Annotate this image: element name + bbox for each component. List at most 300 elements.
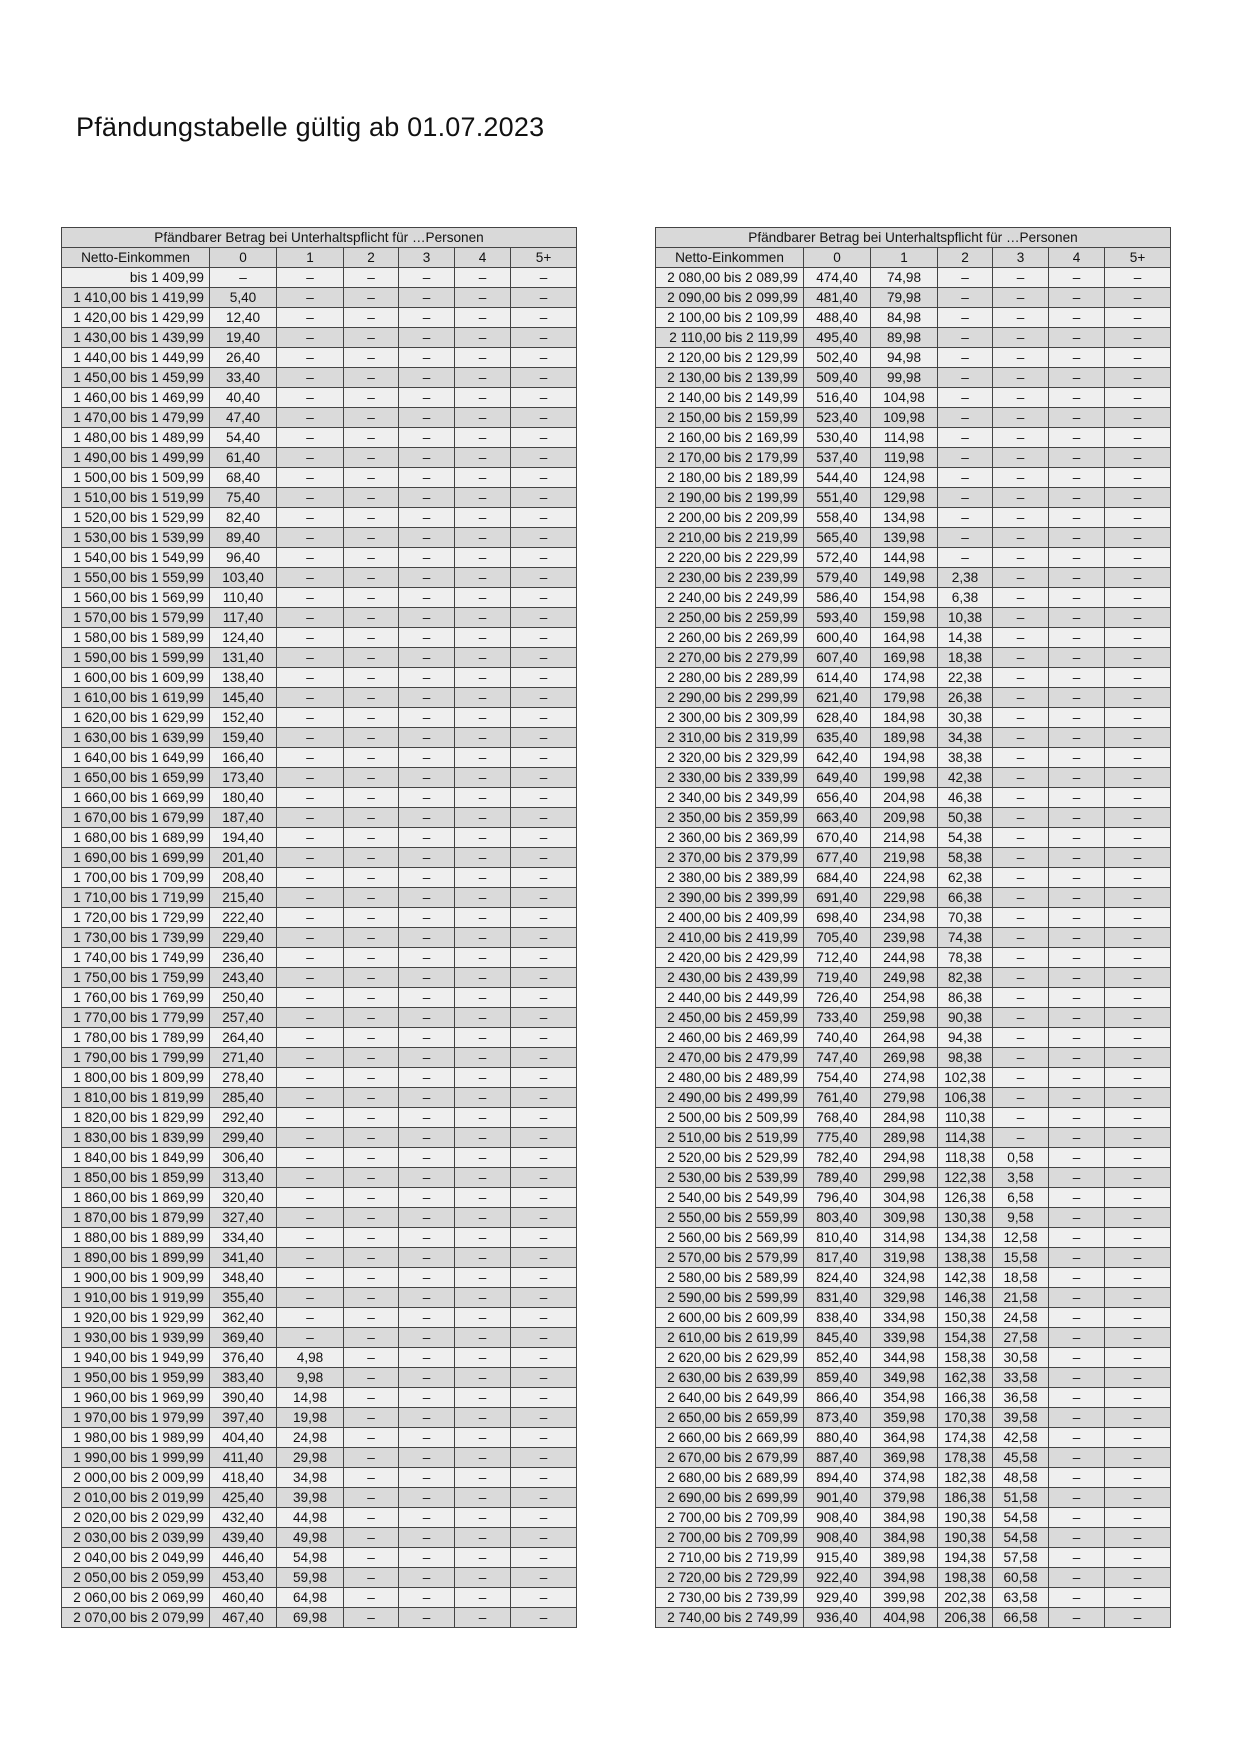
amount-cell: – (455, 708, 511, 728)
table-row (656, 908, 1171, 928)
amount-cell: – (344, 1128, 399, 1148)
amount-cell: 234,98 (871, 908, 938, 928)
amount-cell: – (511, 1428, 577, 1448)
income-range-cell: 1 500,00 bis 1 509,99 (62, 468, 210, 488)
amount-cell: 78,38 (938, 948, 993, 968)
amount-cell: – (344, 788, 399, 808)
amount-cell: – (511, 888, 577, 908)
amount-cell: – (938, 308, 993, 328)
income-range-cell: 2 720,00 bis 2 729,99 (656, 1568, 804, 1588)
amount-cell: 313,40 (210, 1168, 277, 1188)
amount-cell: – (1105, 1248, 1171, 1268)
amount-cell: – (277, 428, 344, 448)
amount-cell: 894,40 (804, 1468, 871, 1488)
column-header-row (62, 248, 577, 268)
table-row (656, 888, 1171, 908)
table-row (656, 668, 1171, 688)
amount-cell: – (455, 1248, 511, 1268)
amount-cell: 355,40 (210, 1288, 277, 1308)
amount-cell: – (511, 1068, 577, 1088)
table-row (62, 588, 577, 608)
amount-cell: – (277, 1228, 344, 1248)
amount-cell: 341,40 (210, 1248, 277, 1268)
amount-cell: 158,38 (938, 1348, 993, 1368)
amount-cell: 82,38 (938, 968, 993, 988)
amount-cell: – (511, 908, 577, 928)
amount-cell: – (1105, 648, 1171, 668)
amount-cell: 299,40 (210, 1128, 277, 1148)
amount-cell: 45,58 (993, 1448, 1049, 1468)
amount-cell: – (277, 708, 344, 728)
table-row (62, 548, 577, 568)
income-range-cell: 1 850,00 bis 1 859,99 (62, 1168, 210, 1188)
column-header: 1 (277, 248, 344, 268)
amount-cell: 376,40 (210, 1348, 277, 1368)
amount-cell: – (1105, 1408, 1171, 1428)
amount-cell: – (1049, 848, 1105, 868)
amount-cell: – (344, 328, 399, 348)
amount-cell: – (277, 1328, 344, 1348)
amount-cell: – (344, 1428, 399, 1448)
amount-cell: 22,38 (938, 668, 993, 688)
table-row (656, 428, 1171, 448)
table-row (656, 1248, 1171, 1268)
amount-cell: 6,58 (993, 1188, 1049, 1208)
amount-cell: – (993, 648, 1049, 668)
amount-cell: 289,98 (871, 1128, 938, 1148)
income-range-cell: 2 070,00 bis 2 079,99 (62, 1608, 210, 1628)
income-range-cell: 2 350,00 bis 2 359,99 (656, 808, 804, 828)
amount-cell: – (938, 368, 993, 388)
amount-cell: 219,98 (871, 848, 938, 868)
table-row (62, 1008, 577, 1028)
income-range-cell: 2 090,00 bis 2 099,99 (656, 288, 804, 308)
amount-cell: – (993, 628, 1049, 648)
amount-cell: 670,40 (804, 828, 871, 848)
column-header-row (656, 248, 1171, 268)
amount-cell: – (455, 688, 511, 708)
amount-cell: – (1049, 348, 1105, 368)
amount-cell: – (1105, 1328, 1171, 1348)
amount-cell: – (455, 928, 511, 948)
amount-cell: – (511, 548, 577, 568)
amount-cell: 379,98 (871, 1488, 938, 1508)
amount-cell: 607,40 (804, 648, 871, 668)
amount-cell: – (455, 1048, 511, 1068)
amount-cell: 190,38 (938, 1508, 993, 1528)
amount-cell: 229,40 (210, 928, 277, 948)
amount-cell: – (455, 1528, 511, 1548)
amount-cell: – (1105, 628, 1171, 648)
amount-cell: – (938, 428, 993, 448)
amount-cell: – (1105, 488, 1171, 508)
table-row (62, 1588, 577, 1608)
table-row (656, 848, 1171, 868)
table-row (62, 1328, 577, 1348)
amount-cell: – (1049, 608, 1105, 628)
amount-cell: – (1105, 1448, 1171, 1468)
amount-cell: – (455, 588, 511, 608)
amount-cell: 901,40 (804, 1488, 871, 1508)
amount-cell: 110,38 (938, 1108, 993, 1128)
amount-cell: 94,98 (871, 348, 938, 368)
column-header: 2 (938, 248, 993, 268)
table-row (656, 1048, 1171, 1068)
amount-cell: – (1049, 1488, 1105, 1508)
amount-cell: 432,40 (210, 1508, 277, 1528)
table-row (62, 1528, 577, 1548)
amount-cell: – (399, 588, 455, 608)
amount-cell: – (1049, 1328, 1105, 1348)
amount-cell: – (344, 408, 399, 428)
column-header: Netto-Einkommen (62, 248, 210, 268)
amount-cell: – (1105, 1588, 1171, 1608)
amount-cell: 39,58 (993, 1408, 1049, 1428)
amount-cell: 21,58 (993, 1288, 1049, 1308)
amount-cell: 84,98 (871, 308, 938, 328)
amount-cell: – (1049, 688, 1105, 708)
table-row (656, 988, 1171, 1008)
income-range-cell: 1 860,00 bis 1 869,99 (62, 1188, 210, 1208)
amount-cell: – (511, 988, 577, 1008)
amount-cell: – (277, 588, 344, 608)
amount-cell: – (344, 988, 399, 1008)
amount-cell: – (399, 1468, 455, 1488)
table-row (62, 288, 577, 308)
amount-cell: – (511, 848, 577, 868)
amount-cell: – (399, 828, 455, 848)
amount-cell: 339,98 (871, 1328, 938, 1348)
amount-cell: – (344, 268, 399, 288)
table-row (62, 528, 577, 548)
amount-cell: 198,38 (938, 1568, 993, 1588)
amount-cell: 4,98 (277, 1348, 344, 1368)
amount-cell: – (1105, 1488, 1171, 1508)
amount-cell: 495,40 (804, 328, 871, 348)
amount-cell: – (1049, 1088, 1105, 1108)
amount-cell: – (1105, 888, 1171, 908)
amount-cell: – (399, 628, 455, 648)
income-range-cell: 1 910,00 bis 1 919,99 (62, 1288, 210, 1308)
amount-cell: 354,98 (871, 1388, 938, 1408)
amount-cell: 740,40 (804, 1028, 871, 1048)
amount-cell: – (1049, 728, 1105, 748)
table-row (62, 1308, 577, 1328)
amount-cell: – (1105, 668, 1171, 688)
amount-cell: – (455, 1428, 511, 1448)
amount-cell: – (1105, 708, 1171, 728)
amount-cell: 838,40 (804, 1308, 871, 1328)
amount-cell: 719,40 (804, 968, 871, 988)
amount-cell: – (993, 908, 1049, 928)
table-row (656, 1528, 1171, 1548)
amount-cell: – (993, 408, 1049, 428)
amount-cell: – (399, 1328, 455, 1348)
income-range-cell: 2 160,00 bis 2 169,99 (656, 428, 804, 448)
amount-cell: – (511, 1608, 577, 1628)
amount-cell: – (399, 948, 455, 968)
amount-cell: – (1105, 508, 1171, 528)
income-range-cell: 1 730,00 bis 1 739,99 (62, 928, 210, 948)
amount-cell: – (1105, 948, 1171, 968)
amount-cell: – (344, 1208, 399, 1228)
amount-cell: – (399, 1448, 455, 1468)
amount-cell: – (399, 1128, 455, 1148)
amount-cell: 259,98 (871, 1008, 938, 1028)
amount-cell: 34,98 (277, 1468, 344, 1488)
amount-cell: 831,40 (804, 1288, 871, 1308)
amount-cell: 244,98 (871, 948, 938, 968)
amount-cell: – (344, 448, 399, 468)
income-range-cell: 2 010,00 bis 2 019,99 (62, 1488, 210, 1508)
amount-cell: – (277, 928, 344, 948)
amount-cell: – (1105, 568, 1171, 588)
amount-cell: 46,38 (938, 788, 993, 808)
amount-cell: – (993, 508, 1049, 528)
table-row (656, 268, 1171, 288)
amount-cell: – (1049, 508, 1105, 528)
amount-cell: – (511, 1548, 577, 1568)
amount-cell: 656,40 (804, 788, 871, 808)
amount-cell: 149,98 (871, 568, 938, 588)
income-range-cell: 2 510,00 bis 2 519,99 (656, 1128, 804, 1148)
amount-cell: – (511, 1448, 577, 1468)
amount-cell: – (511, 308, 577, 328)
amount-cell: 42,58 (993, 1428, 1049, 1448)
amount-cell: – (1105, 328, 1171, 348)
amount-cell: – (455, 828, 511, 848)
income-range-cell: 1 690,00 bis 1 699,99 (62, 848, 210, 868)
amount-cell: – (993, 1128, 1049, 1148)
amount-cell: 789,40 (804, 1168, 871, 1188)
table-row (656, 1108, 1171, 1128)
amount-cell: 119,98 (871, 448, 938, 468)
amount-cell: – (344, 1248, 399, 1268)
income-range-cell: 2 430,00 bis 2 439,99 (656, 968, 804, 988)
amount-cell: 384,98 (871, 1508, 938, 1528)
amount-cell: 146,38 (938, 1288, 993, 1308)
amount-cell: – (455, 1348, 511, 1368)
income-range-cell: 2 280,00 bis 2 289,99 (656, 668, 804, 688)
amount-cell: 180,40 (210, 788, 277, 808)
table-row (656, 1388, 1171, 1408)
amount-cell: – (344, 468, 399, 488)
amount-cell: – (455, 1468, 511, 1488)
table-row (656, 1428, 1171, 1448)
amount-cell: – (1049, 1568, 1105, 1588)
amount-cell: – (1049, 448, 1105, 468)
amount-cell: – (1049, 308, 1105, 328)
income-range-cell: 2 290,00 bis 2 299,99 (656, 688, 804, 708)
amount-cell: 565,40 (804, 528, 871, 548)
amount-cell: – (399, 728, 455, 748)
amount-cell: 600,40 (804, 628, 871, 648)
amount-cell: 99,98 (871, 368, 938, 388)
amount-cell: 68,40 (210, 468, 277, 488)
group-header: Pfändbarer Betrag bei Unterhaltspflicht für …Personen (656, 228, 1171, 248)
amount-cell: – (1049, 908, 1105, 928)
table-row (656, 688, 1171, 708)
amount-cell: – (1049, 1168, 1105, 1188)
income-range-cell: 2 210,00 bis 2 219,99 (656, 528, 804, 548)
amount-cell: – (455, 1568, 511, 1588)
amount-cell: 54,40 (210, 428, 277, 448)
amount-cell: – (455, 768, 511, 788)
income-range-cell: 2 480,00 bis 2 489,99 (656, 1068, 804, 1088)
amount-cell: – (1105, 1548, 1171, 1568)
amount-cell: 209,98 (871, 808, 938, 828)
amount-cell: – (455, 1368, 511, 1388)
income-range-cell: 1 920,00 bis 1 929,99 (62, 1308, 210, 1328)
amount-cell: 109,98 (871, 408, 938, 428)
table-row (656, 628, 1171, 648)
amount-cell: – (938, 468, 993, 488)
amount-cell: – (399, 668, 455, 688)
amount-cell: – (455, 428, 511, 448)
amount-cell: – (344, 1348, 399, 1368)
amount-cell: – (511, 1108, 577, 1128)
amount-cell: – (938, 408, 993, 428)
amount-cell: – (399, 1008, 455, 1028)
income-range-cell: 2 700,00 bis 2 709,99 (656, 1528, 804, 1548)
table-row (62, 1068, 577, 1088)
table-row (656, 1508, 1171, 1528)
amount-cell: 144,98 (871, 548, 938, 568)
income-range-cell: 2 130,00 bis 2 139,99 (656, 368, 804, 388)
amount-cell: – (511, 748, 577, 768)
amount-cell: – (993, 1088, 1049, 1108)
amount-cell: 208,40 (210, 868, 277, 888)
income-range-cell: 2 410,00 bis 2 419,99 (656, 928, 804, 948)
amount-cell: – (344, 808, 399, 828)
amount-cell: 614,40 (804, 668, 871, 688)
amount-cell: 102,38 (938, 1068, 993, 1088)
table-row (656, 508, 1171, 528)
amount-cell: – (1105, 868, 1171, 888)
amount-cell: – (511, 688, 577, 708)
amount-cell: – (455, 908, 511, 928)
income-range-cell: 1 510,00 bis 1 519,99 (62, 488, 210, 508)
amount-cell: 649,40 (804, 768, 871, 788)
amount-cell: 460,40 (210, 1588, 277, 1608)
income-range-cell: 1 670,00 bis 1 679,99 (62, 808, 210, 828)
amount-cell: 40,40 (210, 388, 277, 408)
amount-cell: – (1105, 988, 1171, 1008)
amount-cell: 294,98 (871, 1148, 938, 1168)
amount-cell: – (1105, 1348, 1171, 1368)
amount-cell: 69,98 (277, 1608, 344, 1628)
table-row (656, 328, 1171, 348)
amount-cell: – (277, 668, 344, 688)
amount-cell: – (1105, 1168, 1171, 1188)
amount-cell: – (455, 1068, 511, 1088)
amount-cell: – (344, 928, 399, 948)
amount-cell: – (277, 508, 344, 528)
amount-cell: 75,40 (210, 488, 277, 508)
amount-cell: – (455, 1388, 511, 1408)
table-row (656, 348, 1171, 368)
amount-cell: – (277, 688, 344, 708)
amount-cell: 12,40 (210, 308, 277, 328)
amount-cell: 126,38 (938, 1188, 993, 1208)
amount-cell: – (455, 268, 511, 288)
column-header: 3 (399, 248, 455, 268)
column-header: Netto-Einkommen (656, 248, 804, 268)
income-range-cell: 2 710,00 bis 2 719,99 (656, 1548, 804, 1568)
amount-cell: – (1049, 328, 1105, 348)
amount-cell: 399,98 (871, 1588, 938, 1608)
amount-cell: – (455, 1228, 511, 1248)
income-range-cell: 2 300,00 bis 2 309,99 (656, 708, 804, 728)
amount-cell: 54,58 (993, 1508, 1049, 1528)
table-row (62, 1488, 577, 1508)
amount-cell: 24,58 (993, 1308, 1049, 1328)
amount-cell: 239,98 (871, 928, 938, 948)
amount-cell: 304,98 (871, 1188, 938, 1208)
amount-cell: – (1049, 1448, 1105, 1468)
amount-cell: – (1105, 288, 1171, 308)
table-row (62, 748, 577, 768)
amount-cell: 79,98 (871, 288, 938, 308)
amount-cell: – (511, 1128, 577, 1148)
amount-cell: 264,98 (871, 1028, 938, 1048)
amount-cell: – (511, 348, 577, 368)
income-range-cell: 1 900,00 bis 1 909,99 (62, 1268, 210, 1288)
amount-cell: 26,40 (210, 348, 277, 368)
amount-cell: – (1049, 1188, 1105, 1208)
income-range-cell: 1 600,00 bis 1 609,99 (62, 668, 210, 688)
table-row (62, 868, 577, 888)
amount-cell: 61,40 (210, 448, 277, 468)
amount-cell: – (277, 728, 344, 748)
amount-cell: 3,58 (993, 1168, 1049, 1188)
table-row (656, 1548, 1171, 1568)
amount-cell: 257,40 (210, 1008, 277, 1028)
table-row (62, 428, 577, 448)
amount-cell: – (210, 268, 277, 288)
income-range-cell: 2 540,00 bis 2 549,99 (656, 1188, 804, 1208)
table-row (62, 1048, 577, 1068)
table-row (62, 1028, 577, 1048)
column-header: 5+ (511, 248, 577, 268)
amount-cell: – (399, 388, 455, 408)
amount-cell: – (399, 1388, 455, 1408)
income-range-cell: 2 660,00 bis 2 669,99 (656, 1428, 804, 1448)
amount-cell: 306,40 (210, 1148, 277, 1168)
amount-cell: – (1049, 408, 1105, 428)
amount-cell: – (1105, 1068, 1171, 1088)
income-range-cell: 1 650,00 bis 1 659,99 (62, 768, 210, 788)
amount-cell: 189,98 (871, 728, 938, 748)
table-row (656, 768, 1171, 788)
amount-cell: 733,40 (804, 1008, 871, 1028)
amount-cell: – (1049, 1108, 1105, 1128)
amount-cell: 96,40 (210, 548, 277, 568)
amount-cell: 18,58 (993, 1268, 1049, 1288)
amount-cell: – (455, 1208, 511, 1228)
amount-cell: – (993, 968, 1049, 988)
table-row (62, 1188, 577, 1208)
income-range-cell: 2 200,00 bis 2 209,99 (656, 508, 804, 528)
table-row (656, 368, 1171, 388)
amount-cell: 775,40 (804, 1128, 871, 1148)
amount-cell: – (399, 568, 455, 588)
amount-cell: 15,58 (993, 1248, 1049, 1268)
amount-cell: – (993, 568, 1049, 588)
amount-cell: – (455, 728, 511, 748)
amount-cell: – (277, 648, 344, 668)
income-range-cell: 2 380,00 bis 2 389,99 (656, 868, 804, 888)
